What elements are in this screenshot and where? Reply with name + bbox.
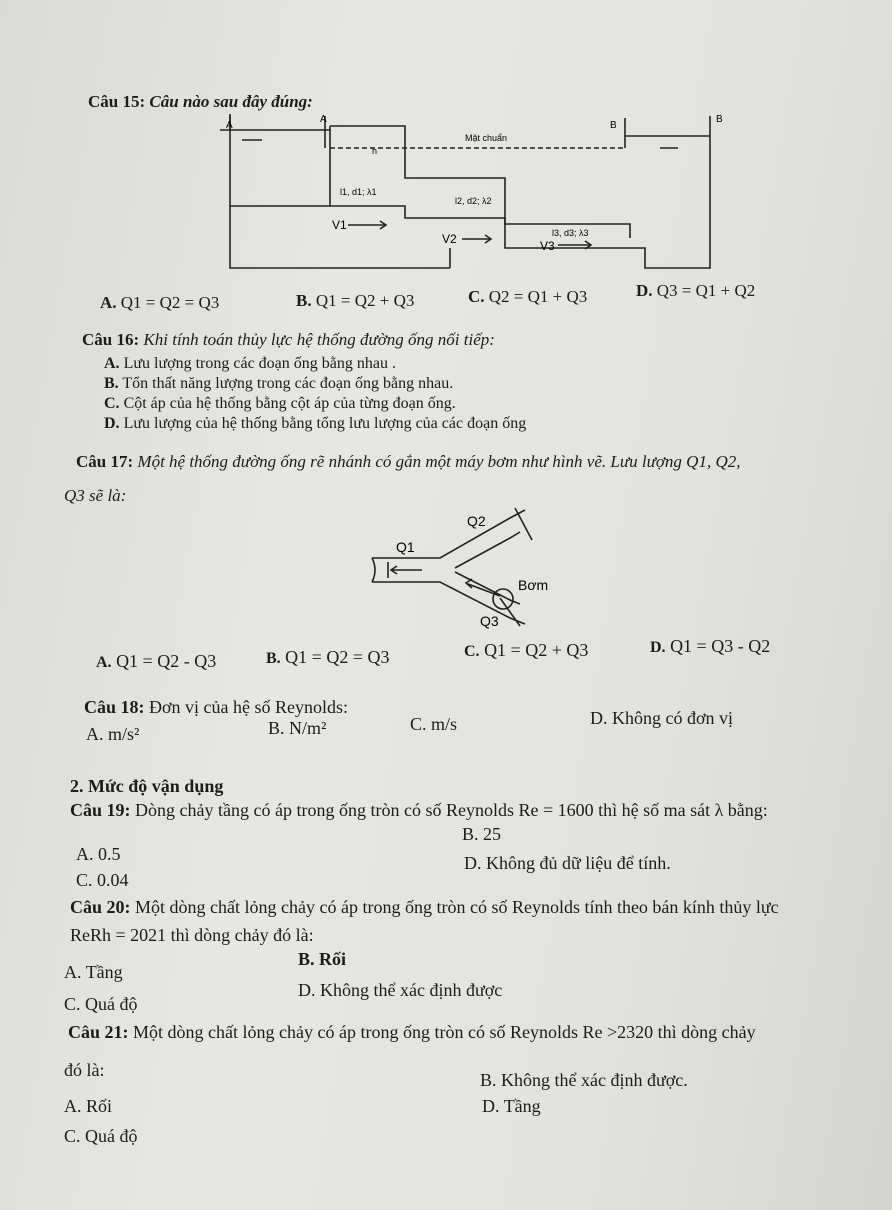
fig15-h: h [372,146,378,156]
q17-figure [360,500,590,640]
q20-option-d[interactable]: D. Không thể xác định được [298,980,503,1000]
q20-option-c[interactable]: C. Quá độ [64,994,138,1014]
fig15-v2: V2 [442,232,457,246]
q15-figure [200,108,740,288]
q19-option-d[interactable]: D. Không đủ dữ liệu để tính. [464,853,671,873]
q20-stem-line1 [70,897,779,917]
q17-option-a[interactable]: A. Q1 = Q2 - Q3 [96,651,217,671]
fig15-a-inner: A [320,114,327,125]
q16-option-d[interactable]: D. Lưu lượng của hệ thống bằng tổng lưu lượng của các đoạn ống [104,415,527,432]
section-title: 2. Mức độ vận dụng [70,776,224,796]
q16-option-a[interactable]: A. Lưu lượng trong các đoạn ống bằng nhau . [104,355,396,372]
fig15-datum: Mặt chuẩn [465,133,508,143]
q19-option-c[interactable]: C. 0.04 [76,870,129,890]
q15-text: Câu nào sau đây đúng: [149,92,313,111]
q16-stem [82,330,495,350]
q18-option-a[interactable]: A. m/s² [86,724,140,744]
q21-text-line1: Một dòng chất lỏng chảy có áp trong ống tròn có số Reynolds Re >2320 thì dòng chảy [133,1022,756,1042]
fig15-a-left: A [226,120,233,131]
q21-label: Câu 21: [68,1022,129,1042]
fig15-b-inner: B [610,120,617,131]
q19-label: Câu 19: [70,800,131,820]
q17-text-line2: Q3 sẽ là: [64,486,127,505]
fig15-pipe1: l1, d1; λ1 [340,187,377,197]
q18-option-d[interactable]: D. Không có đơn vị [590,708,734,728]
q15-option-d[interactable]: D. Q3 = Q1 + Q2 [636,281,756,300]
q18-option-b[interactable]: B. N/m² [268,718,327,738]
q17-text-line1: Một hệ thống đường ống rẽ nhánh có gắn một máy bơm như hình vẽ. Lưu lượng Q1, Q2, [137,452,741,471]
fig15-b-right: B [716,114,723,125]
q15-option-c[interactable]: C. Q2 = Q1 + Q3 [468,287,588,306]
fig15-pipe2: l2, d2; λ2 [455,196,492,206]
q18-stem [84,697,348,717]
fig17-q1: Q1 [396,539,415,555]
q20-option-b[interactable]: B. Rối [298,949,347,969]
q20-text-line2: ReRh = 2021 thì dòng chảy đó là: [70,925,314,945]
q19-option-b[interactable]: B. 25 [462,824,502,844]
fig15-v3: V3 [540,239,555,253]
fig17-q3: Q3 [480,613,499,629]
q21-stem-line1 [68,1022,756,1042]
q16-text: Khi tính toán thủy lực hệ thống đường ống nối tiếp: [143,330,495,349]
q17-label: Câu 17: [76,452,134,471]
q20-option-a[interactable]: A. Tầng [64,962,123,982]
q21-option-c[interactable]: C. Quá độ [64,1126,138,1146]
q17-stem-line1 [76,452,740,472]
q19-stem [70,800,768,820]
q21-text-line2: đó là: [64,1060,105,1080]
q21-option-b[interactable]: B. Không thể xác định được. [480,1070,688,1090]
q16-option-b[interactable]: B. Tổn thất năng lượng trong các đoạn ống bằng nhau. [104,375,454,392]
fig15-pipe3: l3, d3; λ3 [552,228,589,238]
fig17-pump: Bơm [518,577,549,593]
q19-option-a[interactable]: A. 0.5 [76,844,121,864]
fig15-v1: V1 [332,218,347,232]
q18-text: Đơn vị của hệ số Reynolds: [149,697,349,717]
q21-option-d[interactable]: D. Tầng [482,1096,541,1116]
fig17-q2: Q2 [467,513,486,529]
q16-option-c[interactable]: C. Cột áp của hệ thống bằng cột áp của từng đoạn ống. [104,395,456,412]
q19-text: Dòng chảy tầng có áp trong ống tròn có số Reynolds Re = 1600 thì hệ số ma sát λ bằng: [135,800,768,820]
q15-option-a[interactable]: A. Q1 = Q2 = Q3 [100,293,220,312]
q17-option-d[interactable]: D. Q1 = Q3 - Q2 [650,636,771,656]
q15-label: Câu 15: [88,92,146,111]
q17-option-b[interactable]: B. Q1 = Q2 = Q3 [266,647,390,667]
q16-label: Câu 16: [82,330,140,349]
q18-option-c[interactable]: C. m/s [410,714,458,734]
q17-option-c[interactable]: C. Q1 = Q2 + Q3 [464,640,589,660]
q18-label: Câu 18: [84,697,145,717]
q21-option-a[interactable]: A. Rối [64,1096,113,1116]
q20-label: Câu 20: [70,897,131,917]
q20-text-line1: Một dòng chất lỏng chảy có áp trong ống tròn có số Reynolds tính theo bán kính thủy lực [135,897,779,917]
q15-option-b[interactable]: B. Q1 = Q2 + Q3 [296,291,415,310]
